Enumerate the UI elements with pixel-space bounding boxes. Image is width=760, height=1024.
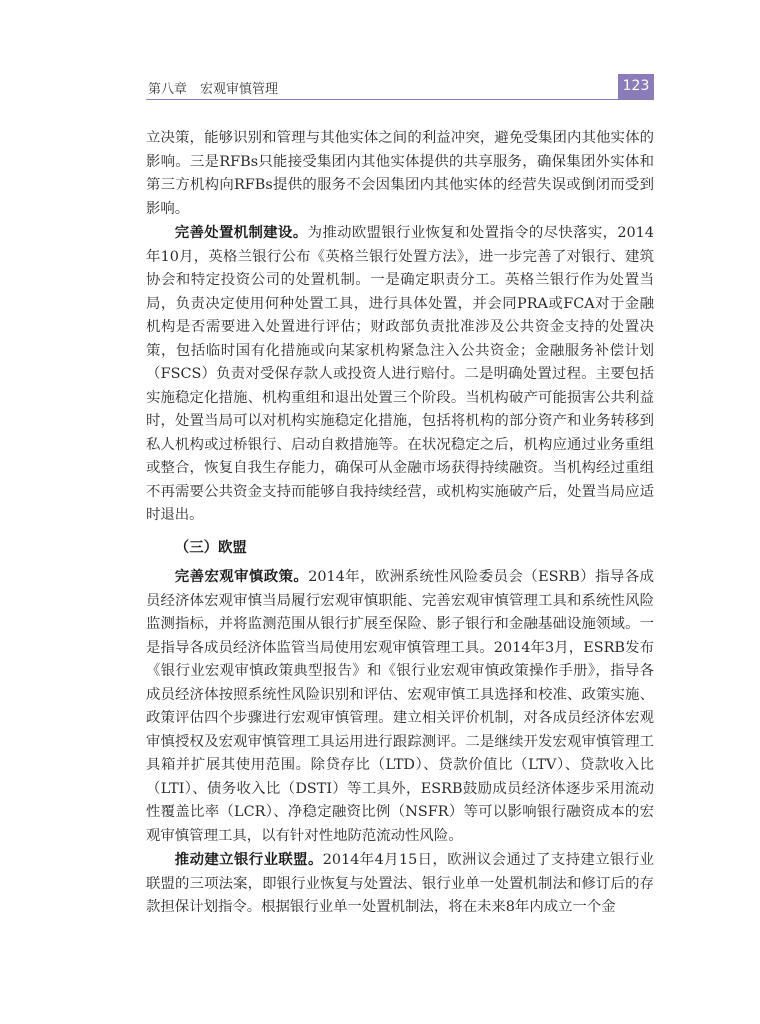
paragraph-macroprudential-policy [146, 565, 654, 848]
paragraph-resolution-mechanism [146, 221, 654, 528]
paragraph-text: 为推动欧盟银行业恢复和处置指令的尽快落实，2014年10月，英格兰银行公布《英格兰银行处置方法》，进一步完善了对银行、建筑协会和特定投资公司的处置机制。一是确定职责分工。英格兰银行作为处置当局，负责决定使用何种处置工具，进行具体处置，并会同PRA或FCA对于金融机构是否需要进入处置进行评估；财政部负责批准涉及公共资金支持的处置决策，包括临时国有化措施或向某家机构紧急注入公共资金；金融服务补偿计划（FSCS）负责对受保存款人或投资人进行赔付。二是明确处置过程。主要包括实施稳定化措施、机构重组和退出处置三个阶段。当机构破产可能损害公共利益时，处置当局可以对机构实施稳定化措施，包括将机构的部分资产和业务转移到私人机构或过桥银行、启动自救措施等。在状况稳定之后，机构应通过业务重组或整合，恢复自我生存能力，确保可从金融市场获得持续融资。当机构经过重组不再需要公共资金支持而能够自我持续经营，或机构实施破产后，处置当局应适时退出。 [146, 225, 654, 523]
chapter-title: 第八章 宏观审慎管理 [148, 82, 279, 97]
paragraph-text: 2014年，欧洲系统性风险委员会（ESRB）指导各成员经济体宏观审慎当局履行宏观审慎职能、完善宏观审慎管理工具和系统性风险监测指标，并将监测范围从银行扩展至保险、影子银行和金融基础设施领域。一是指导各成员经济体监管当局使用宏观审慎管理工具。2014年3月，ESRB发布《银行业宏观审慎政策典型报告》和《银行业宏观审慎政策操作手册》，指导各成员经济体按照系统性风险识别和评估、宏观审慎工具选择和校准、政策实施、政策评估四个步骤进行宏观审慎管理。建立相关评价机制，对各成员经济体宏观审慎授权及宏观审慎管理工具运用进行跟踪测评。二是继续开发宏观审慎管理工具箱并扩展其使用范围。除贷存比（LTD）、贷款价值比（LTV）、贷款收入比（LTI）、债务收入比（DSTI）等工具外，ESRB鼓励成员经济体逐步采用流动性覆盖比率（LCR）、净稳定融资比例（NSFR）等可以影响银行融资成本的宏观审慎管理工具，以有针对性地防范流动性风险。 [146, 569, 654, 844]
paragraph-text: 立决策，能够识别和管理与其他实体之间的利益冲突，避免受集团内其他实体的影响。三是RFBs只能接受集团内其他实体提供的共享服务，确保集团外实体和第三方机构向RFBs提供的服务不会因集团内其他实体的经营失误或倒闭而受到影响。 [146, 130, 654, 217]
paragraph-text: 2014年4月15日，欧洲议会通过了支持建立银行业联盟的三项法案，即银行业恢复与处置法、银行业单一处置机制法和修订后的存款担保计划指令。根据银行业单一处置机制法，将在未来8年内成立一个金 [146, 852, 654, 915]
header-divider [146, 99, 654, 100]
paragraph-lead: 完善处置机制建设。 [174, 224, 308, 241]
paragraph-banking-union [146, 848, 654, 920]
paragraph-continuation [146, 126, 654, 221]
paragraph-lead: 完善宏观审慎政策。 [174, 568, 309, 585]
paragraph-lead: 推动建立银行业联盟。 [174, 851, 323, 868]
section-heading-eu: （三）欧盟 [174, 538, 247, 556]
page-number: 123 [618, 74, 654, 99]
running-header [146, 74, 654, 100]
body-text [146, 126, 654, 920]
